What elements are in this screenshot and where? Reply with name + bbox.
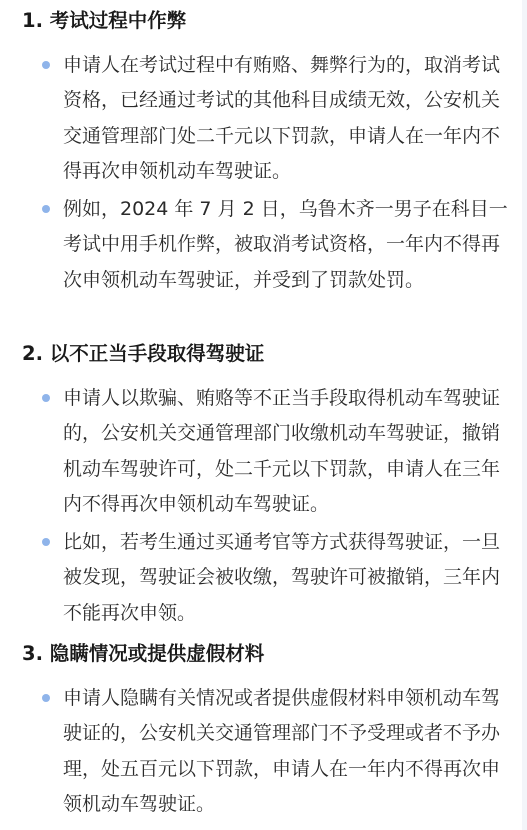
scrollbar[interactable] (522, 0, 527, 830)
bullet-icon (42, 538, 50, 546)
list-item-text: 申请人以欺骗、贿赂等不正当手段取得机动车驾驶证的，公安机关交通管理部门收缴机动车驾驶证，撤销机动车驾驶许可，处二千元以下罚款，申请人在三年内不得再次申领机动车驾驶证。 (63, 387, 501, 515)
bullet-icon (42, 394, 50, 402)
list-item (40, 681, 510, 821)
bullet-icon (42, 694, 50, 702)
bullet-icon (42, 205, 50, 213)
list-item-text: 例如，2024 年 7 月 2 日，乌鲁木齐一男子在科目一考试中用手机作弊，被取消考试资格，一年内不得再次申领机动车驾驶证，并受到了罚款处罚。 (63, 198, 508, 291)
bullet-icon (42, 61, 50, 69)
list-item (40, 525, 510, 631)
section-title-cheating: 1. 考试过程中作弊 (22, 9, 187, 32)
list-item (40, 48, 510, 188)
list-item-text: 比如，若考生通过买通考官等方式获得驾驶证，一旦被发现，驾驶证会被收缴，驾驶许可被撤销，三年内不能再次申领。 (63, 531, 501, 624)
list-item-text: 申请人隐瞒有关情况或者提供虚假材料申领机动车驾驶证的，公安机关交通管理部门不予受理或者不予办理，处五百元以下罚款，申请人在一年内不得再次申领机动车驾驶证。 (63, 687, 501, 815)
section-title-improper-means: 2. 以不正当手段取得驾驶证 (22, 342, 265, 365)
section-title-false-materials: 3. 隐瞒情况或提供虚假材料 (22, 642, 265, 665)
list-item (40, 381, 510, 521)
list-item-text: 申请人在考试过程中有贿赂、舞弊行为的，取消考试资格，已经通过考试的其他科目成绩无效，公安机关交通管理部门处二千元以下罚款，申请人在一年内不得再次申领机动车驾驶证。 (63, 54, 501, 182)
list-item (40, 192, 510, 332)
